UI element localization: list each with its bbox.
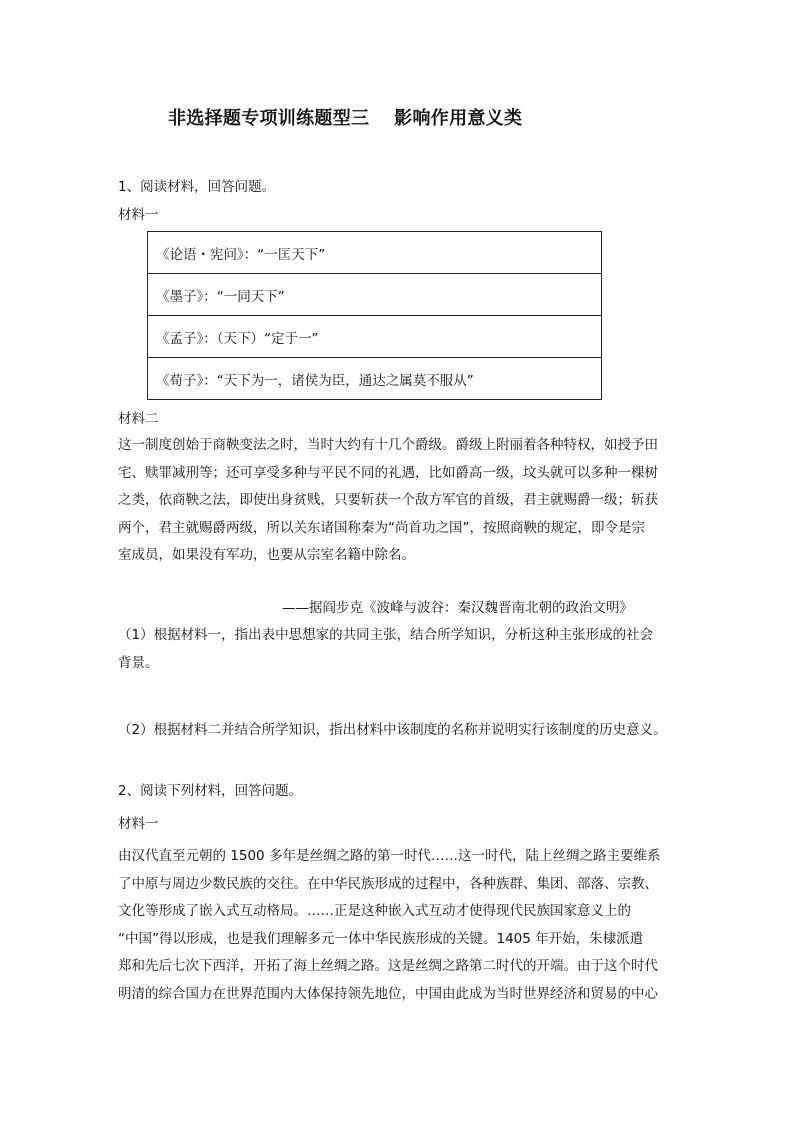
table-cell: 《墨子》：“一同天下” (148, 274, 602, 316)
question-2-intro: 2、阅读下列材料，回答问题。 (118, 783, 303, 799)
q1-material-1-table (147, 231, 602, 400)
text-line: 明清的综合国力在世界范围内大体保持领先地位，中国由此成为当时世界经济和贸易的中心 (118, 985, 658, 1002)
q1-material-1-label: 材料一 (118, 207, 159, 223)
table-row (148, 358, 602, 400)
table-cell: 《论语・宪问》：“一匡天下” (148, 232, 602, 274)
text-line: 这一制度创始于商鞅变法之时，当时大约有十几个爵级。爵级上附丽着各种特权，如授予田 (118, 437, 658, 453)
q1-sub-question-2: （2）根据材料二并结合所学知识，指出材料中该制度的名称并说明实行该制度的历史意义。 (118, 722, 667, 738)
text-line: 室成员，如果没有军功，也要从宗室名籍中除名。 (118, 547, 415, 563)
text-line: “中国”得以形成，也是我们理解多元一体中华民族形成的关键。1405 年开始，朱棣派遣 (118, 930, 644, 947)
q1-material-2-source: ——据阎步克《波峰与波谷：秦汉魏晋南北朝的政治文明》 (282, 600, 633, 616)
text-line: 宅、赎罪减刑等；还可享受多种与平民不同的礼遇，比如爵高一级，坟头就可以多种一棵树 (118, 464, 658, 481)
question-1-intro: 1、阅读材料，回答问题。 (118, 179, 276, 195)
text-line: 两个，君主就赐爵两级，所以关东诸国称秦为“尚首功之国”，按照商鞅的规定，即令是宗 (118, 519, 645, 536)
table-cell: 《孟子》：（天下）“定于一” (148, 316, 602, 358)
document-title: 非选择题专项训练题型三 影响作用意义类 (168, 108, 523, 129)
q2-material-1-text (118, 843, 676, 1008)
q1-material-2-label: 材料二 (118, 411, 159, 427)
table-row (148, 274, 602, 316)
table-cell: 《荀子》：“天下为一，诸侯为臣，通达之属莫不服从” (148, 358, 602, 400)
table-row (148, 232, 602, 274)
text-line: 了中原与周边少数民族的交往。在中华民族形成的过程中，各种族群、集团、部落、宗教、 (118, 875, 658, 892)
text-line: （1）根据材料一，指出表中思想家的共同主张，结合所学知识，分析这种主张形成的社会 (118, 627, 654, 643)
q1-sub-question-1 (118, 622, 676, 677)
q2-material-1-label: 材料一 (118, 816, 159, 832)
text-line: 之类，依商鞅之法，即使出身贫贱，只要斩获一个敌方军官的首级，君主就赐爵一级；斩获 (118, 492, 658, 508)
text-line: 由汉代直至元朝的 1500 多年是丝绸之路的第一时代……这一时代，陆上丝绸之路主要维系 (118, 848, 661, 864)
text-line: 文化等形成了嵌入式互动格局。……正是这种嵌入式互动才使得现代民族国家意义上的 (118, 903, 631, 919)
text-line: 背景。 (118, 654, 159, 671)
q1-material-2-text (118, 432, 676, 570)
text-line: 郑和先后七次下西洋，开拓了海上丝绸之路。这是丝绸之路第二时代的开端。由于这个时代 (118, 958, 658, 974)
table-row (148, 316, 602, 358)
